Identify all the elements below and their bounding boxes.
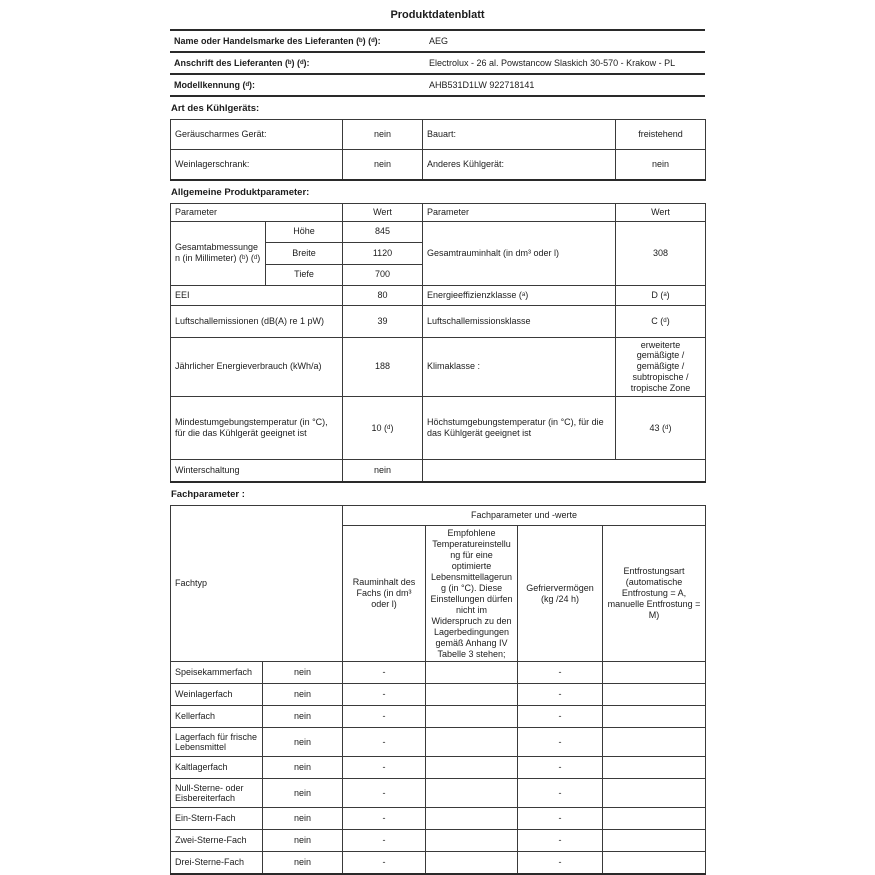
param-label: Anderes Kühlgerät: <box>423 150 616 180</box>
compartment-present: nein <box>263 706 343 728</box>
param-value: erweiterte gemäßigte / gemäßigte / subtropische / tropische Zone <box>616 337 706 397</box>
compartment-volume: - <box>343 706 426 728</box>
compartment-temp <box>426 757 518 779</box>
compartment-freeze: - <box>518 662 603 684</box>
compartment-freeze: - <box>518 779 603 808</box>
compartment-volume: - <box>343 852 426 874</box>
param-label: Gesamtabmessungen (in Millimeter) (ᵇ) (ᵈ) <box>171 221 266 285</box>
compartment-present: nein <box>263 728 343 757</box>
table-row <box>171 221 706 242</box>
compartment-name: Kaltlagerfach <box>171 757 263 779</box>
compartment-temp <box>426 662 518 684</box>
datasheet <box>170 0 705 875</box>
compartment-name: Kellerfach <box>171 706 263 728</box>
device-type-table <box>170 119 706 181</box>
column-header: Parameter <box>171 203 343 221</box>
table-row <box>171 808 706 830</box>
param-label: Höchstumgebungstemperatur (in °C), für die das Kühlgerät geeignet ist <box>423 397 616 460</box>
compartment-name: Speisekammerfach <box>171 662 263 684</box>
compartment-freeze: - <box>518 706 603 728</box>
compartment-present: nein <box>263 808 343 830</box>
compartment-freeze: - <box>518 757 603 779</box>
compartment-name: Zwei-Sterne-Fach <box>171 830 263 852</box>
param-label: Weinlagerschrank: <box>171 150 343 180</box>
compartment-temp <box>426 684 518 706</box>
column-header: Rauminhalt des Fachs (in dm³ oder l) <box>343 525 426 662</box>
param-label: Bauart: <box>423 120 616 150</box>
column-header: Gefriervermögen (kg /24 h) <box>518 525 603 662</box>
compartment-defrost <box>603 757 706 779</box>
table-row <box>171 505 706 525</box>
table-row <box>171 337 706 397</box>
table-row <box>171 757 706 779</box>
compartment-volume: - <box>343 779 426 808</box>
compartment-defrost <box>603 830 706 852</box>
compartment-defrost <box>603 808 706 830</box>
compartment-volume: - <box>343 757 426 779</box>
table-row <box>171 852 706 874</box>
table-row <box>171 397 706 460</box>
table-row <box>170 74 705 96</box>
column-header: Empfohlene Temperatureinstellung für eine optimierte Lebensmittellagerung (in °C). Diese Einstellungen dürfen nicht im Widerspruch zu den Lagerbedingungen gemäß Anhang IV Tabelle 3 stehen; <box>426 525 518 662</box>
param-value: freistehend <box>616 120 706 150</box>
dimension-value: 700 <box>343 264 423 285</box>
param-label: Klimaklasse : <box>423 337 616 397</box>
param-label: Geräuscharmes Gerät: <box>171 120 343 150</box>
table-row <box>171 460 706 482</box>
compartment-volume: - <box>343 684 426 706</box>
table-row <box>171 684 706 706</box>
compartment-parameters-table <box>170 505 706 875</box>
param-value: 10 (ᵈ) <box>343 397 423 460</box>
supplier-table <box>170 29 705 97</box>
compartment-freeze: - <box>518 830 603 852</box>
table-row <box>171 285 706 305</box>
param-value: nein <box>343 150 423 180</box>
param-value: 80 <box>343 285 423 305</box>
supplier-label: Modellkennung (ᵈ): <box>174 79 256 90</box>
column-header: Wert <box>616 203 706 221</box>
page-title: Produktdatenblatt <box>390 9 485 21</box>
compartment-name: Null-Sterne- oder Eisbereiterfach <box>171 779 263 808</box>
supplier-value: Electrolux - 26 al. Powstancow Slaskich 30-570 - Krakow - PL <box>425 52 705 74</box>
supplier-label: Anschrift des Lieferanten (ᵇ) (ᵈ): <box>170 52 425 74</box>
compartment-defrost <box>603 779 706 808</box>
compartment-temp <box>426 779 518 808</box>
dimension-name: Höhe <box>266 221 343 242</box>
dimension-name: Tiefe <box>266 264 343 285</box>
dimension-value: 845 <box>343 221 423 242</box>
compartment-defrost <box>603 852 706 874</box>
compartment-present: nein <box>263 684 343 706</box>
compartment-defrost <box>603 684 706 706</box>
compartment-present: nein <box>263 757 343 779</box>
param-value: 308 <box>616 221 706 285</box>
column-header: Entfrostungsart (automatische Entfrostung = A, manuelle Entfrostung = M) <box>603 525 706 662</box>
column-header: Parameter <box>423 203 616 221</box>
compartment-temp <box>426 852 518 874</box>
param-label: Luftschallemissionsklasse <box>423 305 616 337</box>
param-label: Jährlicher Energieverbrauch (kWh/a) <box>171 337 343 397</box>
param-label: EEI <box>171 285 343 305</box>
compartment-present: nein <box>263 830 343 852</box>
param-value: C (ᵈ) <box>616 305 706 337</box>
dimension-value: 1120 <box>343 242 423 264</box>
compartment-volume: - <box>343 662 426 684</box>
column-header-fachtyp: Fachtyp <box>171 505 343 662</box>
empty-cell <box>423 460 706 482</box>
compartment-volume: - <box>343 830 426 852</box>
param-value: 39 <box>343 305 423 337</box>
param-label: Luftschallemissionen (dB(A) re 1 pW) <box>171 305 343 337</box>
supplier-value: AHB531D1LW 922718141 <box>429 79 535 90</box>
param-label: Gesamtrauminhalt (in dm³ oder l) <box>423 221 616 285</box>
param-value: 188 <box>343 337 423 397</box>
compartment-name: Drei-Sterne-Fach <box>171 852 263 874</box>
compartment-volume: - <box>343 728 426 757</box>
compartment-freeze: - <box>518 852 603 874</box>
table-row <box>171 830 706 852</box>
supplier-value: AEG <box>425 30 705 52</box>
general-parameters-table <box>170 203 706 483</box>
param-value: nein <box>343 120 423 150</box>
group-header: Fachparameter und -werte <box>343 505 706 525</box>
compartment-freeze: - <box>518 808 603 830</box>
compartment-name: Lagerfach für frische Lebensmittel <box>171 728 263 757</box>
compartment-present: nein <box>263 852 343 874</box>
table-row <box>171 728 706 757</box>
compartment-name: Ein-Stern-Fach <box>171 808 263 830</box>
param-label: Energieeffizienzklasse (ᵃ) <box>423 285 616 305</box>
dimension-name: Breite <box>266 242 343 264</box>
compartment-volume: - <box>343 808 426 830</box>
table-row <box>171 150 706 180</box>
column-header: Wert <box>343 203 423 221</box>
table-row <box>171 120 706 150</box>
compartment-temp <box>426 808 518 830</box>
compartment-freeze: - <box>518 684 603 706</box>
compartment-temp <box>426 728 518 757</box>
compartment-present: nein <box>263 779 343 808</box>
param-value: 43 (ᵈ) <box>616 397 706 460</box>
section-heading-geraetetyp: Art des Kühlgeräts: <box>171 103 260 114</box>
table-row <box>171 203 706 221</box>
table-row <box>171 662 706 684</box>
table-row <box>170 30 705 52</box>
supplier-label: Name oder Handelsmarke des Lieferanten (ᵇ) (ᵈ): <box>170 30 425 52</box>
section-heading-allgemein: Allgemeine Produktparameter: <box>171 186 310 198</box>
compartment-name: Weinlagerfach <box>171 684 263 706</box>
param-label: Winterschaltung <box>171 460 343 482</box>
compartment-defrost <box>603 728 706 757</box>
table-row <box>171 305 706 337</box>
table-row <box>170 52 705 74</box>
param-value: nein <box>616 150 706 180</box>
compartment-defrost <box>603 662 706 684</box>
param-value: D (ᵃ) <box>616 285 706 305</box>
param-value: nein <box>343 460 423 482</box>
compartment-temp <box>426 706 518 728</box>
compartment-freeze: - <box>518 728 603 757</box>
compartment-defrost <box>603 706 706 728</box>
compartment-temp <box>426 830 518 852</box>
param-label: Mindestumgebungstemperatur (in °C), für die das Kühlgerät geeignet ist <box>171 397 343 460</box>
table-row <box>171 706 706 728</box>
compartment-present: nein <box>263 662 343 684</box>
table-row <box>171 779 706 808</box>
section-heading-fachparameter: Fachparameter : <box>171 488 245 500</box>
